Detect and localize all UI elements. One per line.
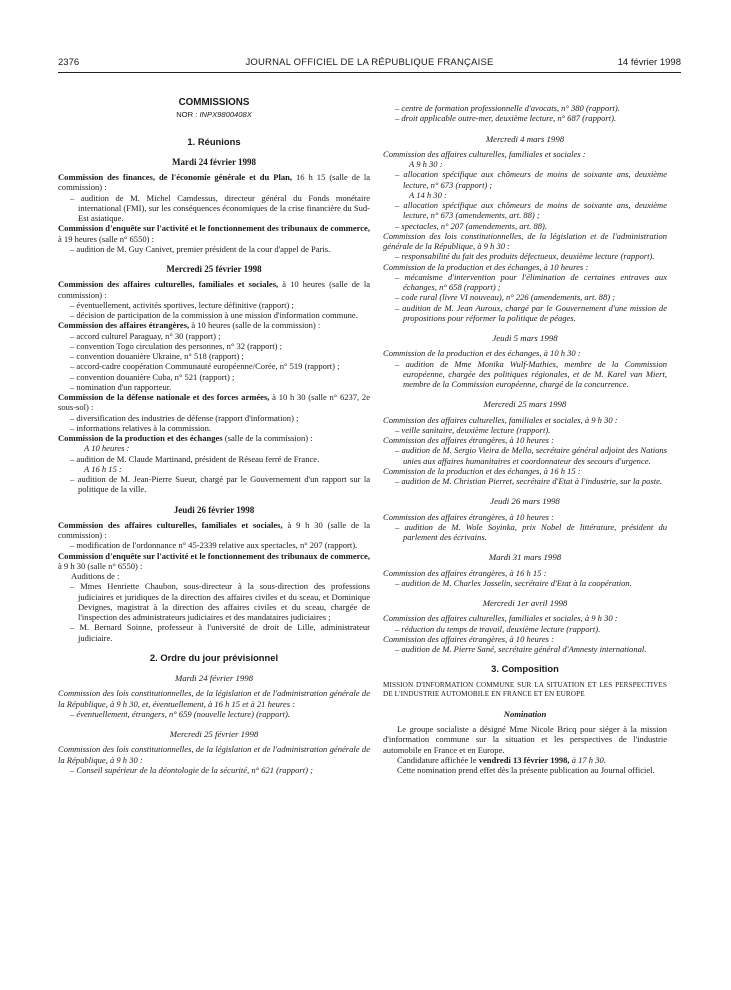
section-title: COMMISSIONS bbox=[178, 97, 250, 108]
agenda-list bbox=[58, 709, 370, 719]
mission-title: MISSION D'INFORMATION COMMUNE SUR LA SITUATION ET LES PERSPECTIVES DE L'INDUSTRIE AUTOMOBILE EN FRANCE ET EN EUROPE bbox=[383, 680, 667, 698]
agenda-item: – audition de M. Wole Soyinka, prix Nobel de littérature, président du parlement des écrivains. bbox=[395, 521, 667, 542]
agenda-item: – éventuellement, activités sportives, lecture définitive (rapport) ; bbox=[70, 299, 294, 310]
agenda-list bbox=[383, 359, 667, 390]
committee-entry: Commission de la production et des échanges, à 10 h 30 : bbox=[383, 348, 581, 359]
date-heading: Jeudi 26 mars 1998 bbox=[490, 496, 560, 507]
agenda-entry bbox=[58, 551, 370, 572]
heading-reunions: 1. Réunions bbox=[187, 135, 241, 147]
agenda-list bbox=[58, 474, 370, 495]
agenda-item: – responsabilité du fait des produits défectueux, deuxième lecture (rapport). bbox=[395, 251, 655, 262]
agenda-item: – modification de l'ordonnance n° 45-2339 relative aux spectacles, n° 207 (rapport). bbox=[70, 540, 358, 551]
issue-date: 14 février 1998 bbox=[617, 57, 681, 68]
agenda-list bbox=[58, 300, 370, 321]
nomination-paragraph: Le groupe socialiste a désigné Mme Nicole Bricq pour siéger à la mission d'information commune sur la situation et les perspectives de l'industrie automobile en France et en Europe. bbox=[383, 724, 667, 755]
agenda-list bbox=[58, 413, 370, 434]
agenda-item: – audition de M. Michel Camdessus, directeur général du Fonds monétaire international (FMI), sur les conséquences économiques de la crise financière du Sud-Est asiatique. bbox=[70, 192, 370, 223]
agenda-item: – allocation spécifique aux chômeurs de moins de soixante ans, deuxième lecture, n° 673 (amendements, art. 88) ; bbox=[395, 200, 667, 221]
agenda-item: – audition de M. Jean Auroux, chargé par le Gouvernement d'une mission de propositions pour réformer la politique de péages. bbox=[395, 302, 667, 323]
agenda-item: – code rural (livre VI nouveau), n° 226 (amendements, art. 88) ; bbox=[395, 292, 616, 303]
header-rule bbox=[58, 72, 681, 73]
agenda-list bbox=[383, 578, 667, 588]
committee-entry: Commission des lois constitutionnelles, de la législation et de l'administration générale de la République, à 9 h 30, et, éventuellement, à 16 h 15 et à 21 heures : bbox=[58, 688, 370, 709]
agenda-item: – allocation spécifique aux chômeurs de moins de soixante ans, deuxième lecture, n° 673 (rapport) ; bbox=[395, 169, 667, 190]
meeting-time: à 9 h 30 (salle de la commission) : bbox=[58, 519, 371, 540]
committee-name: Commission de la production et des échanges bbox=[58, 433, 223, 443]
agenda-entry bbox=[58, 320, 370, 330]
time-subheading: A 14 h 30 : bbox=[409, 189, 447, 200]
agenda-list bbox=[58, 581, 370, 643]
committee-name: Commission des affaires culturelles, familiales et sociales, bbox=[58, 519, 283, 530]
date-heading: Mardi 31 mars 1998 bbox=[488, 552, 562, 563]
meeting-time: à 10 h 30 (salle n° 6237, 2e sous-sol) : bbox=[58, 392, 370, 413]
agenda-entry bbox=[58, 520, 370, 541]
meeting-time: à 19 heures (salle n° 6550) : bbox=[58, 233, 154, 244]
agenda-item: – audition de Mme Monika Wulf-Mathies, membre de la Commission européenne, chargée des politiques régionales, et de M. Karel van Miert, membre de la Commission européenne, chargé de la concurrence. bbox=[395, 358, 667, 389]
meeting-time: (salle de la commission) : bbox=[224, 433, 313, 443]
date-heading: Mercredi 25 février 1998 bbox=[169, 729, 259, 739]
agenda-list bbox=[383, 169, 667, 190]
agenda-item: – réduction du temps de travail, deuxième lecture (rapport). bbox=[395, 623, 601, 634]
agenda-list bbox=[383, 445, 667, 466]
committee-entry: Commission des affaires étrangères, à 10 heures : bbox=[383, 435, 554, 445]
agenda-list bbox=[383, 644, 667, 654]
page-header bbox=[58, 57, 681, 73]
agenda-list bbox=[383, 272, 667, 323]
heading-composition: 3. Composition bbox=[491, 663, 559, 675]
agenda-entry bbox=[58, 392, 370, 413]
committee-entry: Commission des lois constitutionnelles, de la législation et de l'administration générale de la République, à 9 h 30 : bbox=[58, 744, 370, 765]
agenda-item: – audition de M. Claude Martinand, président de Réseau ferré de France. bbox=[70, 453, 320, 464]
left-column bbox=[58, 98, 370, 775]
agenda-item: – convention douanière Cuba, n° 521 (rapport) ; bbox=[70, 371, 235, 382]
agenda-list bbox=[383, 476, 667, 486]
nor-label: NOR : bbox=[176, 110, 198, 120]
agenda-item: – audition de M. Charles Josselin, secrétaire d'Etat à la coopération. bbox=[395, 577, 632, 588]
committee-name: Commission d'enquête sur l'activité et le fonctionnement des tribunaux de commerce, bbox=[58, 223, 370, 234]
agenda-item: – décision de participation de la commission à une mission d'information commune. bbox=[70, 310, 358, 320]
committee-name: Commission des finances, de l'économie générale et du Plan, bbox=[58, 172, 293, 182]
meeting-time: 16 h 15 (salle de la commission) : bbox=[58, 172, 371, 193]
committee-name: Commission d'enquête sur l'activité et le fonctionnement des tribunaux de commerce, bbox=[58, 550, 370, 561]
agenda-item: – diversification des industries de défense (rapport d'information) ; bbox=[70, 412, 299, 423]
agenda-item: – centre de formation professionnelle d'avocats, n° 380 (rapport). bbox=[395, 103, 620, 113]
agenda-item: – audition de M. Guy Canivet, premier président de la cour d'appel de Paris. bbox=[70, 243, 331, 254]
agenda-list bbox=[383, 425, 667, 435]
date-heading: Mercredi 4 mars 1998 bbox=[485, 133, 565, 144]
agenda-list bbox=[58, 454, 370, 464]
agenda-list bbox=[383, 103, 667, 124]
nor-code: INPX9800408X bbox=[199, 110, 252, 120]
agenda-item: – audition de M. Christian Pierret, secrétaire d'Etat à l'industrie, sur la poste. bbox=[395, 476, 663, 486]
agenda-list bbox=[383, 624, 667, 634]
committee-entry: Commission des affaires culturelles, familiales et sociales : bbox=[383, 148, 586, 159]
nomination-paragraph bbox=[383, 755, 667, 765]
agenda-item: – audition de M. Sergio Vieira de Mello, secrétaire général adjoint des Nations unies aux affaires humanitaires et coordonnateur des secours d'urgence. bbox=[395, 445, 667, 466]
candidature-time: à 17 h 30. bbox=[571, 754, 606, 765]
candidature-label: Candidature affichée le bbox=[397, 754, 477, 765]
page-number: 2376 bbox=[58, 57, 80, 68]
committee-entry: Commission des affaires culturelles, familiales et sociales, à 9 h 30 : bbox=[383, 414, 618, 425]
agenda-item: – éventuellement, étrangers, n° 659 (nouvelle lecture) (rapport). bbox=[70, 708, 291, 719]
agenda-entry bbox=[58, 433, 370, 443]
committee-entry: Commission des affaires étrangères, à 16 h 15 : bbox=[383, 567, 547, 578]
time-subheading: A 16 h 15 : bbox=[84, 463, 122, 474]
committee-name: Commission de la défense nationale et des forces armées, bbox=[58, 392, 270, 402]
committee-entry: Commission de la production et des échanges, à 10 heures : bbox=[383, 261, 589, 272]
agenda-entry bbox=[58, 279, 370, 300]
agenda-entry bbox=[58, 223, 370, 244]
agenda-item: – Mmes Henriette Chaubon, sous-directeur à la sous-direction des professions judiciaires et juridiques de la direction des affaires civiles et du sceau, et Dominique Devignes, magistrat à la direction des affaires civiles et du sceau, chargée de l'inspection des administrateurs judiciaires et des mandataires judiciaires ; bbox=[70, 581, 370, 622]
agenda-item: – mécanisme d'intervention pour l'élimination de certaines entraves aux échanges, n° 658 (rapport) ; bbox=[395, 271, 667, 292]
time-subheading: A 10 heures : bbox=[84, 443, 130, 454]
date-heading: Mardi 24 février 1998 bbox=[171, 156, 257, 167]
committee-entry: Commission des affaires étrangères, à 10 heures : bbox=[383, 511, 554, 522]
agenda-item: – droit applicable outre-mer, deuxième lecture, n° 687 (rapport). bbox=[395, 113, 617, 124]
committee-entry: Commission des affaires étrangères, à 10 heures : bbox=[383, 633, 554, 644]
nomination-heading: Nomination bbox=[503, 708, 547, 719]
agenda-item: – accord culturel Paraguay, n° 30 (rapport) ; bbox=[70, 330, 221, 341]
committee-entry: Commission de la production et des échanges, à 16 h 15 : bbox=[383, 465, 581, 476]
meeting-time: à 9 h 30 (salle n° 6550) : bbox=[58, 560, 143, 571]
agenda-list bbox=[58, 765, 370, 775]
agenda-list bbox=[58, 540, 370, 550]
agenda-list bbox=[383, 522, 667, 543]
date-heading: Jeudi 26 février 1998 bbox=[173, 504, 255, 515]
agenda-item: – informations relatives à la commission. bbox=[70, 422, 211, 433]
date-heading: Jeudi 5 mars 1998 bbox=[492, 333, 558, 343]
agenda-item: – audition de M. Pierre Sané, secrétaire général d'Amnesty international. bbox=[395, 644, 647, 654]
agenda-item: – spectacles, n° 207 (amendements, art. 88). bbox=[395, 220, 548, 231]
committee-entry: Commission des affaires culturelles, familiales et sociales, à 9 h 30 : bbox=[383, 613, 618, 624]
heading-ordre-du-jour: 2. Ordre du jour prévisionnel bbox=[149, 651, 279, 663]
journal-title: JOURNAL OFFICIEL DE LA RÉPUBLIQUE FRANÇAISE bbox=[245, 57, 494, 68]
meeting-time: à 10 heures (salle de la commission) : bbox=[191, 320, 321, 331]
committee-name: Commission des affaires culturelles, familiales et sociales, bbox=[58, 279, 279, 290]
date-heading: Mercredi 25 mars 1998 bbox=[483, 399, 567, 410]
nor-reference bbox=[58, 110, 370, 120]
agenda-entry bbox=[58, 172, 370, 193]
date-heading: Mardi 24 février 1998 bbox=[174, 673, 254, 683]
agenda-item: – audition de M. Jean-Pierre Sueur, chargé par le Gouvernement d'un rapport sur la politique de la ville. bbox=[70, 474, 370, 495]
agenda-list bbox=[58, 244, 370, 254]
time-subheading: A 9 h 30 : bbox=[409, 159, 443, 169]
agenda-item: – M. Bernard Soinne, professeur à l'université de droit de Lille, administrateur judiciaire. bbox=[70, 622, 370, 643]
agenda-list bbox=[58, 331, 370, 393]
agenda-item: – convention Togo circulation des personnes, n° 32 (rapport) ; bbox=[70, 340, 283, 351]
auditions-label: Auditions de : bbox=[71, 571, 120, 581]
agenda-list bbox=[383, 200, 667, 231]
agenda-item: – convention douanière Ukraine, n° 518 (rapport) ; bbox=[70, 351, 244, 361]
agenda-item: – accord-cadre coopération Communauté européenne/Corée, n° 519 (rapport) ; bbox=[70, 361, 340, 372]
date-heading: Mercredi 1er avril 1998 bbox=[482, 598, 568, 608]
committee-entry: Commission des lois constitutionnelles, de la législation et de l'administration générale de la République, à 9 h 30 : bbox=[383, 230, 667, 251]
nomination-paragraph: Cette nomination prend effet dès la présente publication au Journal officiel. bbox=[397, 765, 655, 776]
date-heading: Mercredi 25 février 1998 bbox=[166, 264, 262, 274]
agenda-item: – nomination d'un rapporteur. bbox=[70, 381, 172, 392]
agenda-item: – veille sanitaire, deuxième lecture (rapport). bbox=[395, 424, 551, 435]
candidature-date: vendredi 13 février 1998, bbox=[478, 754, 570, 765]
agenda-list bbox=[58, 193, 370, 224]
agenda-list bbox=[383, 251, 667, 261]
meeting-time: à 10 heures (salle de la commission) : bbox=[58, 279, 371, 300]
agenda-item: – Conseil supérieur de la déontologie de la sécurité, n° 621 (rapport) ; bbox=[70, 764, 313, 775]
committee-name: Commission des affaires étrangères, bbox=[58, 320, 190, 331]
right-column bbox=[383, 103, 667, 775]
